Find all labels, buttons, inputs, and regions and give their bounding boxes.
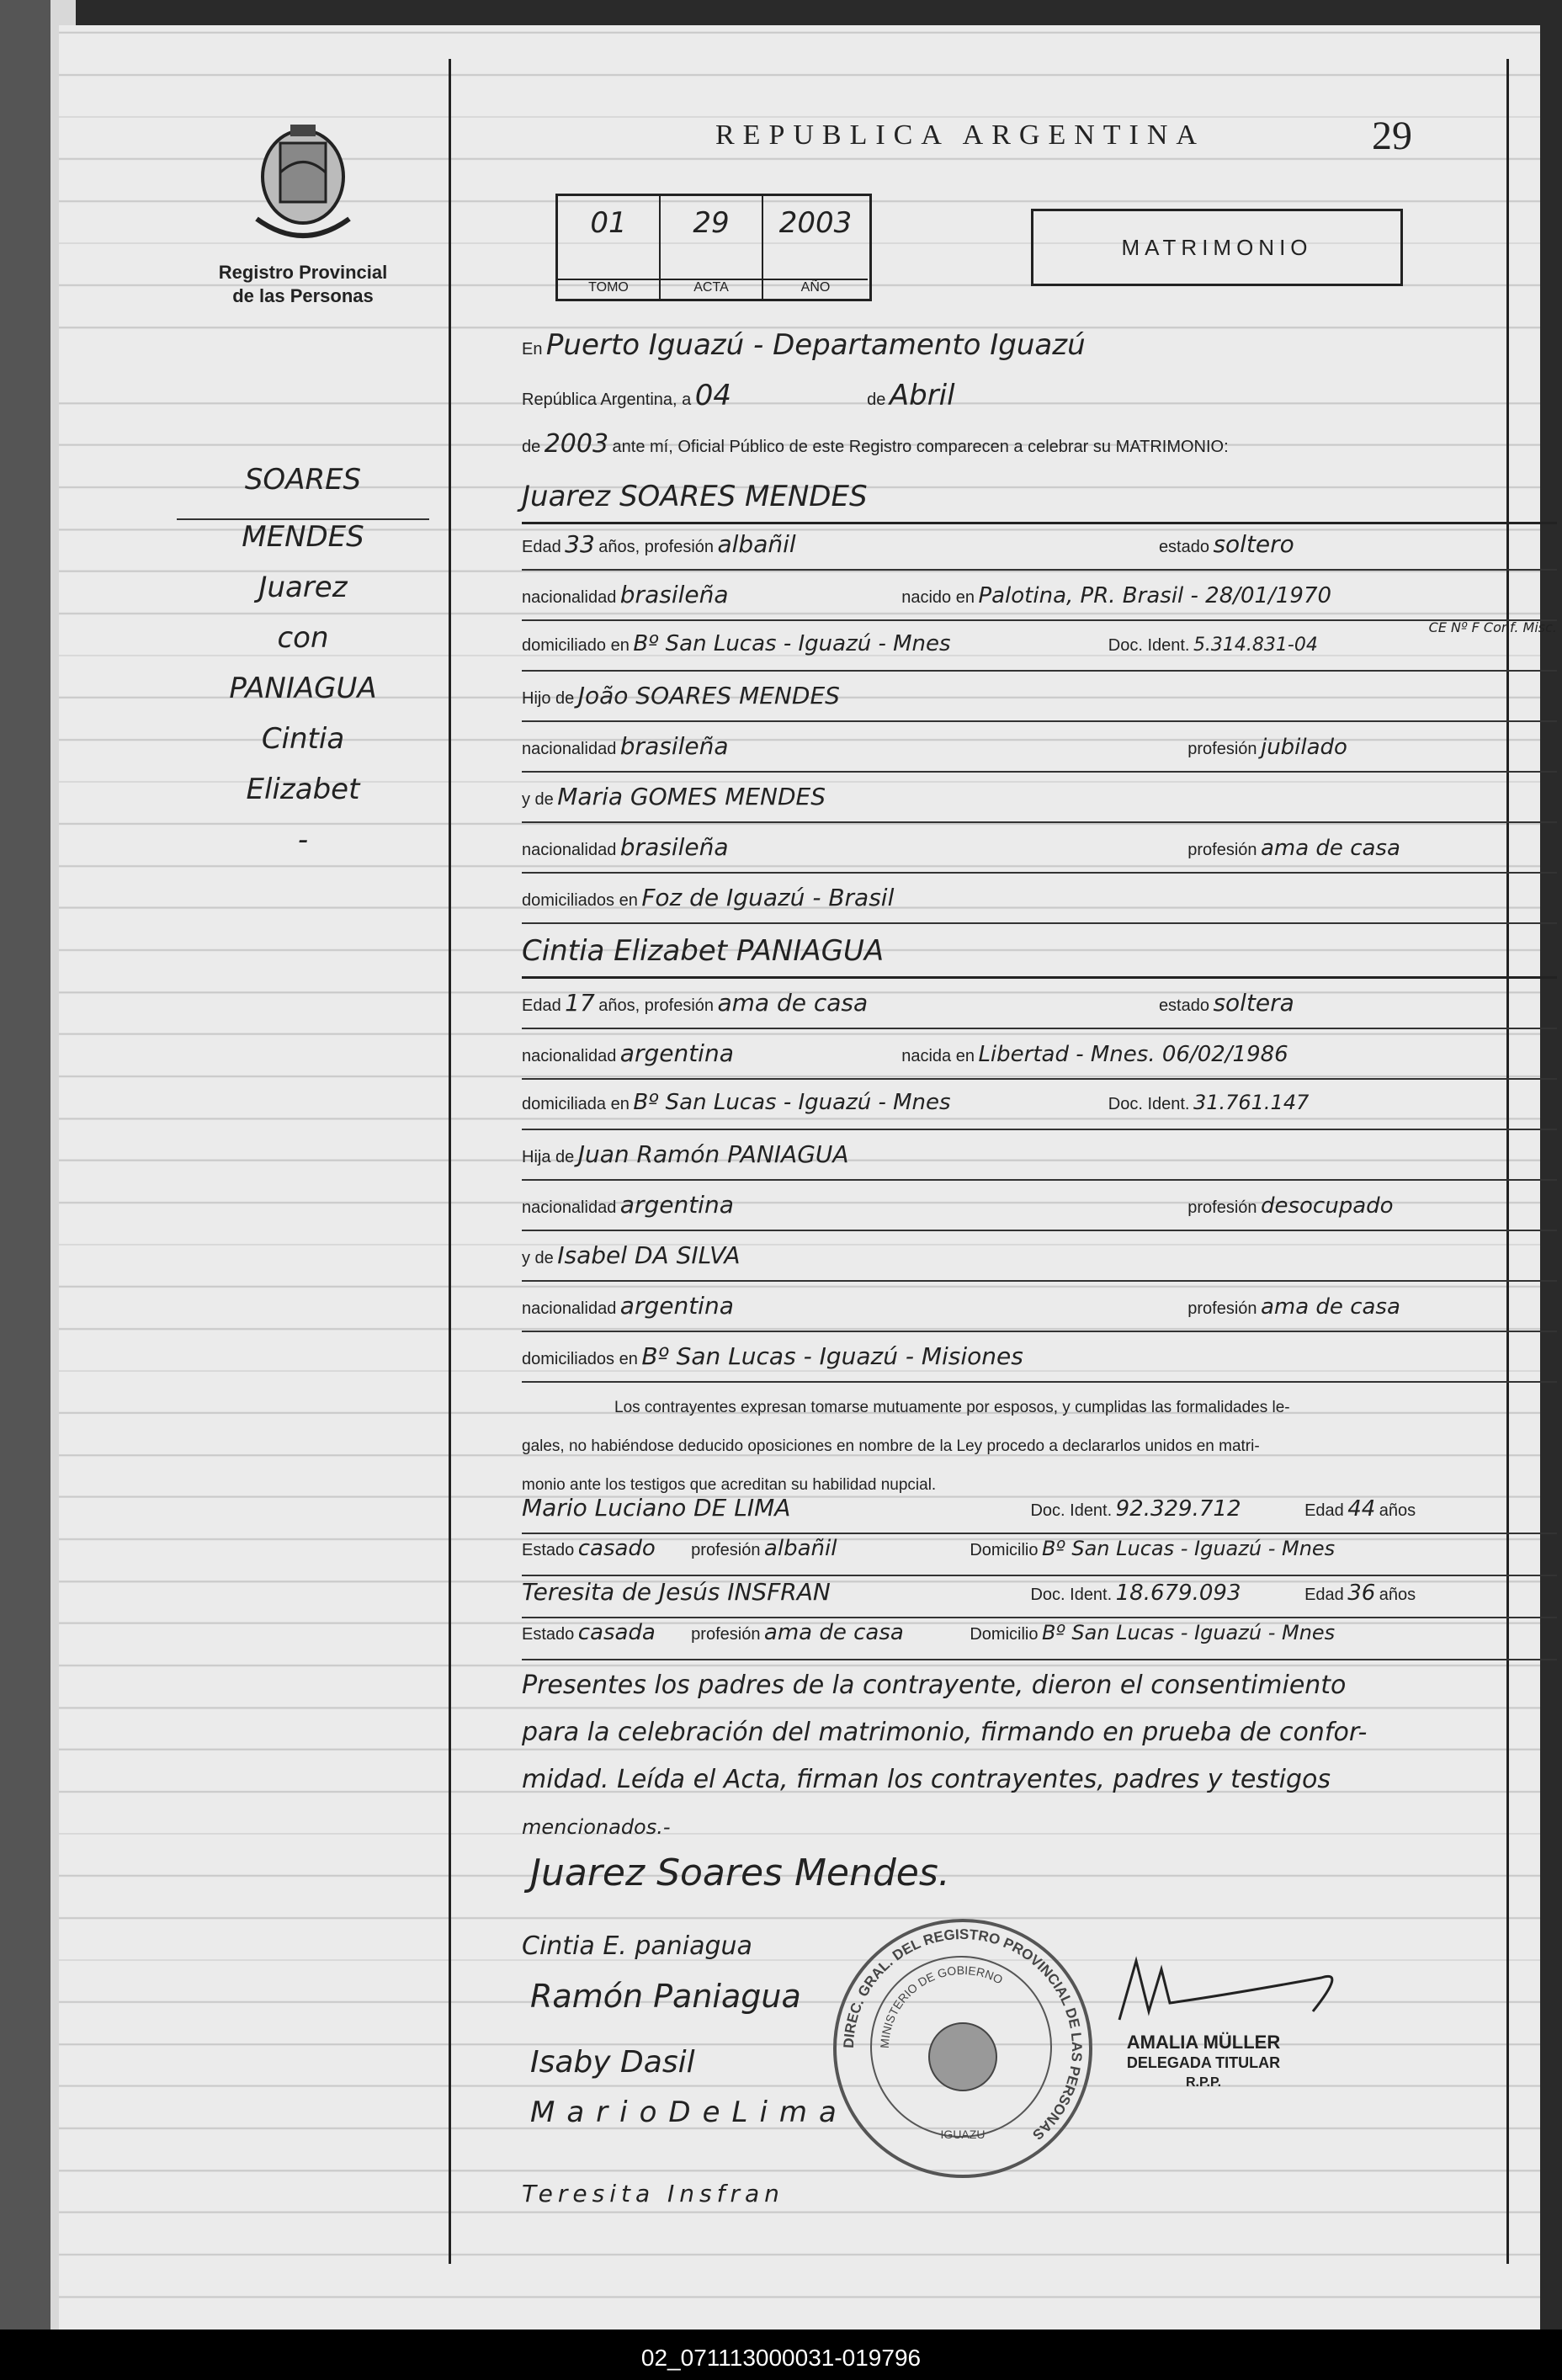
tomo-value: 01 <box>590 206 627 240</box>
margin-line: Juarez <box>258 571 348 604</box>
intro-month: Abril <box>889 379 955 412</box>
nacionalidad-label: nacionalidad <box>522 588 617 607</box>
official-stamp <box>1094 2032 1313 2093</box>
witness1-name-row <box>522 1494 1557 1534</box>
register-page <box>59 25 1557 2331</box>
bride-nationality: argentina <box>619 1039 734 1067</box>
bride-birth: Libertad - Mnes. 06/02/1986 <box>978 1042 1288 1067</box>
nacionalidad-label: nacionalidad <box>522 1299 617 1318</box>
groom-nationality: brasileña <box>619 581 729 608</box>
registry-name-line2: de las Personas <box>232 285 374 306</box>
bride-parents-address-row <box>522 1342 1557 1383</box>
bride-signature: Cintia E. paniagua <box>522 1931 752 1961</box>
profesion-label: profesión <box>691 1625 761 1644</box>
footer-bar <box>0 2330 1562 2380</box>
groom-status: soltero <box>1213 530 1294 558</box>
doc-label: Doc. Ident. <box>1030 1501 1113 1520</box>
bride-father-row <box>522 1140 1557 1181</box>
witness1-name: Mario Luciano DE LIMA <box>522 1494 791 1522</box>
groom-name-row <box>522 480 1557 524</box>
republic-label: República Argentina, a <box>522 390 692 409</box>
groom-signature: Juarez Soares Mendes. <box>530 1851 950 1894</box>
profesion-label: profesión <box>1187 1198 1257 1217</box>
record-type: MATRIMONIO <box>1121 235 1313 260</box>
declaration-line: monio ante los testigos que acreditan su habilidad nupcial. <box>522 1476 937 1494</box>
en-label: En <box>522 340 543 359</box>
doc-label: Doc. Ident. <box>1108 1095 1190 1113</box>
groom-mother-nat-row <box>522 833 1557 874</box>
witness1-signature: MarioDeLima <box>530 2096 848 2129</box>
groom-doc-note: CE Nº F Conf. Misc. <box>1428 619 1557 635</box>
witness1-details-row <box>522 1536 1557 1576</box>
estado-label: estado <box>1158 996 1209 1015</box>
domicilio-label: Domicilio <box>970 1625 1039 1644</box>
groom-birth: Palotina, PR. Brasil - 28/01/1970 <box>978 583 1332 608</box>
groom-age-row <box>522 530 1557 571</box>
witness1-address: Bº San Lucas - Iguazú - Mnes <box>1041 1537 1336 1560</box>
profesion-label: profesión <box>1187 1299 1257 1318</box>
tomo-cell <box>558 196 661 299</box>
domicilio-label: Domicilio <box>970 1541 1039 1559</box>
official-seal <box>833 1919 1092 2178</box>
yde-label: y de <box>522 790 554 809</box>
bride-mother-nat-row <box>522 1292 1557 1332</box>
estado-label: estado <box>1158 538 1209 556</box>
province-coat-of-arms <box>248 118 358 269</box>
tomo-label: TOMO <box>558 279 659 295</box>
bride-father-nationality: argentina <box>619 1191 734 1219</box>
acta-label: ACTA <box>661 279 762 295</box>
bride-mother: Isabel DA SILVA <box>557 1241 741 1269</box>
bride-nationality-row <box>522 1039 1557 1080</box>
groom-address: Bº San Lucas - Iguazú - Mnes <box>633 631 951 656</box>
image-caption: 02_071113000031-019796 <box>640 2345 922 2371</box>
official-title: DELEGADA TITULAR <box>1126 2054 1281 2071</box>
bride-age-row <box>522 989 1557 1029</box>
anos-label: años, profesión <box>598 538 715 556</box>
declaration-line: Los contrayentes expresan tomarse mutuamente por esposos, y cumplidas las formalidades le- <box>614 1399 1290 1416</box>
margin-line: con <box>277 621 329 655</box>
groom-parents-address: Foz de Iguazú - Brasil <box>641 884 895 911</box>
margin-annotation <box>177 463 429 857</box>
bride-address: Bº San Lucas - Iguazú - Mnes <box>633 1090 951 1115</box>
notes-text <box>522 1662 1557 1851</box>
bride-profession: ama de casa <box>717 989 869 1017</box>
acta-value: 29 <box>693 206 730 240</box>
groom-mother-row <box>522 783 1557 823</box>
ano-label: AÑO <box>763 279 868 295</box>
witness2-status: casada <box>577 1620 656 1645</box>
estado-label: Estado <box>522 1625 575 1644</box>
bride-parents-address: Bº San Lucas - Iguazú - Misiones <box>641 1342 1023 1370</box>
notes-line: para la celebración del matrimonio, firmando en prueba de confor- <box>522 1718 1368 1747</box>
official-signature-scribble <box>1102 1952 1355 2028</box>
groom-profession: albañil <box>717 530 796 558</box>
edad-label: Edad <box>522 996 561 1015</box>
witness1-doc: 92.329.712 <box>1115 1496 1241 1522</box>
witness2-age: 36 <box>1347 1580 1376 1606</box>
page-number: 29 <box>1372 114 1412 158</box>
margin-line: Cintia <box>261 722 345 756</box>
domiciliado-label: domiciliado en <box>522 636 630 655</box>
witness2-profession: ama de casa <box>763 1620 904 1645</box>
bride-name-row <box>522 934 1557 979</box>
bride-age: 17 <box>565 989 595 1017</box>
ano-cell <box>763 196 868 299</box>
mother-signature: Isaby Dasil <box>530 2045 695 2080</box>
profesion-label: profesión <box>1187 841 1257 859</box>
intro-day: 04 <box>694 379 731 412</box>
bride-father-nat-row <box>522 1191 1557 1231</box>
groom-doc: 5.314.831-04 <box>1193 635 1318 656</box>
groom-mother-nationality: brasileña <box>619 833 729 861</box>
margin-divider <box>449 59 451 2264</box>
declaration-text <box>522 1389 1557 1505</box>
witness1-status: casado <box>577 1536 656 1561</box>
margin-line: SOARES <box>177 463 429 520</box>
bride-mother-row <box>522 1241 1557 1282</box>
groom-mother-profession: ama de casa <box>1260 836 1400 861</box>
seal-outer-text: DIREC. GRAL. DEL REGISTRO PROVINCIAL DE LAS PERSONAS <box>840 1926 1086 2144</box>
groom-parents-address-row <box>522 884 1557 924</box>
domiciliados-label: domiciliados en <box>522 891 638 910</box>
de-label: de <box>522 438 541 456</box>
anos-label: años <box>1379 1586 1416 1604</box>
notes-line: Presentes los padres de la contrayente, dieron el consentimiento <box>522 1671 1347 1700</box>
nacionalidad-label: nacionalidad <box>522 740 617 758</box>
registry-name-line1: Registro Provincial <box>218 262 388 283</box>
hijo-label: Hijo de <box>522 689 575 708</box>
edad-label: Edad <box>522 538 561 556</box>
groom-age: 33 <box>565 530 595 558</box>
domiciliados-label: domiciliados en <box>522 1350 638 1368</box>
groom-nationality-row <box>522 581 1557 621</box>
book-edge <box>0 0 50 2380</box>
official-name: AMALIA MÜLLER <box>1126 2032 1281 2053</box>
de-label: de <box>867 390 886 409</box>
registry-index-box <box>555 194 872 301</box>
intro-date-row <box>522 379 1557 417</box>
bride-father-profession: desocupado <box>1260 1193 1394 1219</box>
nacionalidad-label: nacionalidad <box>522 1047 617 1065</box>
anos-label: años, profesión <box>598 996 715 1015</box>
record-type-box <box>1031 209 1403 286</box>
profesion-label: profesión <box>691 1541 761 1559</box>
seal-inner-text: MINISTERIO DE GOBIERNO <box>877 1963 1006 2049</box>
seal-city: IGUAZU <box>940 2128 986 2141</box>
witness2-signature: Teresita Insfran <box>522 2180 784 2207</box>
estado-label: Estado <box>522 1541 575 1559</box>
intro-place-row <box>522 328 1557 367</box>
edad-label: Edad <box>1304 1586 1344 1604</box>
groom-father-profession: jubilado <box>1260 735 1347 760</box>
witness2-doc: 18.679.093 <box>1115 1580 1241 1606</box>
margin-line: Elizabet <box>246 773 360 806</box>
bride-mother-profession: ama de casa <box>1260 1294 1400 1320</box>
witness1-age: 44 <box>1347 1496 1376 1522</box>
country-heading: REPUBLICA ARGENTINA <box>715 120 1205 151</box>
acta-cell <box>661 196 763 299</box>
anos-label: años <box>1379 1501 1416 1520</box>
witness1-profession: albañil <box>763 1536 837 1561</box>
witness2-details-row <box>522 1620 1557 1660</box>
margin-line: PANIAGUA <box>229 672 377 705</box>
doc-label: Doc. Ident. <box>1108 636 1190 655</box>
bride-status: soltera <box>1213 989 1294 1017</box>
ano-value: 2003 <box>778 206 853 240</box>
yde-label: y de <box>522 1249 554 1267</box>
bride-mother-nationality: argentina <box>619 1292 734 1320</box>
edad-label: Edad <box>1304 1501 1344 1520</box>
declaration-line: gales, no habiéndose deducido oposiciones en nombre de la Ley procedo a declararlos unidos en matri- <box>522 1437 1260 1455</box>
witness2-address: Bº San Lucas - Iguazú - Mnes <box>1041 1621 1336 1644</box>
nacido-label: nacido en <box>901 588 975 607</box>
groom-father-nat-row <box>522 732 1557 773</box>
intro-year-row <box>522 429 1557 468</box>
notes-line: mencionados.- <box>522 1815 671 1839</box>
intro-year: 2003 <box>544 429 609 459</box>
profesion-label: profesión <box>1187 740 1257 758</box>
witness2-name-row <box>522 1578 1557 1618</box>
groom-mother: Maria GOMES MENDES <box>557 783 826 810</box>
doc-label: Doc. Ident. <box>1030 1586 1113 1604</box>
groom-father-nationality: brasileña <box>619 732 729 760</box>
domiciliada-label: domiciliada en <box>522 1095 630 1113</box>
margin-line: MENDES <box>242 520 364 554</box>
groom-father: João SOARES MENDES <box>577 682 840 709</box>
groom-name: Juarez SOARES MENDES <box>522 480 868 513</box>
bride-doc: 31.761.147 <box>1193 1091 1310 1114</box>
intro-statement: ante mí, Oficial Público de este Registro comparecen a celebrar su MATRIMONIO: <box>612 438 1229 456</box>
bride-name: Cintia Elizabet PANIAGUA <box>522 934 885 968</box>
groom-address-row <box>522 619 1557 672</box>
nacida-label: nacida en <box>901 1047 975 1065</box>
margin-line: - <box>297 823 309 857</box>
witness2-name: Teresita de Jesús INSFRAN <box>522 1578 831 1606</box>
notes-line: midad. Leída el Acta, firman los contrayentes, padres y testigos <box>522 1765 1331 1794</box>
intro-place: Puerto Iguazú - Departamento Iguazú <box>545 328 1086 362</box>
bride-address-row <box>522 1090 1557 1130</box>
nacionalidad-label: nacionalidad <box>522 1198 617 1217</box>
hija-label: Hija de <box>522 1148 575 1166</box>
official-org: R.P.P. <box>1185 2075 1222 2090</box>
groom-father-row <box>522 682 1557 722</box>
bride-father: Juan Ramón PANIAGUA <box>577 1140 849 1168</box>
nacionalidad-label: nacionalidad <box>522 841 617 859</box>
father-signature: Ramón Paniagua <box>530 1978 801 2015</box>
